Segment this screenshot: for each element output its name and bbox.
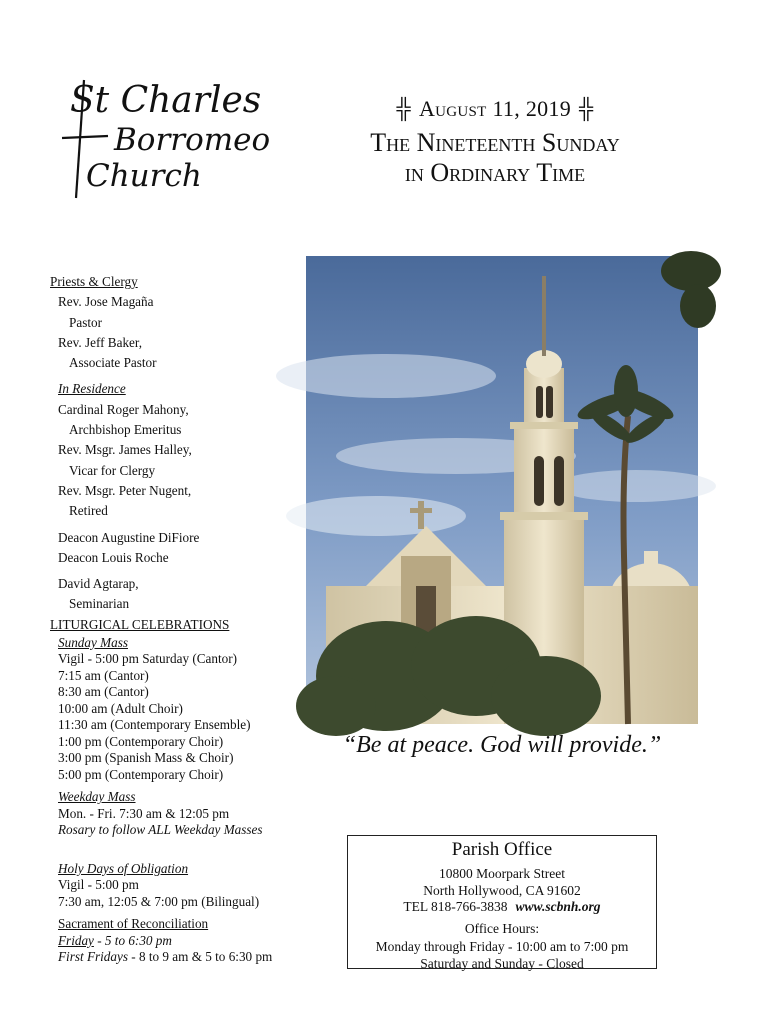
mass-time: 8:30 am (Cantor)	[58, 684, 149, 700]
reconciliation-friday	[50, 933, 340, 950]
office-hours-weekday: Monday through Friday - 10:00 am to 7:00 pm	[375, 939, 629, 954]
office-street: 10800 Moorpark Street	[439, 866, 565, 881]
dome-lantern	[644, 551, 658, 571]
cloud	[556, 470, 716, 502]
reconciliation-first-time: - 8 to 9 am & 5 to 6:30 pm	[127, 949, 273, 965]
facade-cross	[418, 501, 424, 529]
mass-time: 10:00 am (Adult Choir)	[58, 700, 183, 716]
cloud	[276, 354, 496, 398]
reconciliation-first-label: First Fridays	[58, 949, 128, 965]
cross-icon: ╬	[396, 97, 411, 120]
logo-line-3: Church	[86, 158, 202, 194]
weekday-mass-heading: Weekday Mass	[58, 789, 136, 805]
clergy-name: Rev. Jose Magaña	[58, 294, 154, 310]
parish-office-box	[347, 835, 657, 969]
liturgical-title-line-1: The Nineteenth Sunday	[370, 128, 620, 157]
deacon-name: Deacon Augustine DiFiore	[58, 529, 200, 545]
clergy-role: Associate Pastor	[69, 355, 157, 371]
tower-spire	[542, 276, 546, 356]
seminarian-name: David Agtarap,	[58, 576, 139, 592]
logo-line-1: St Charles	[70, 80, 262, 121]
mass-time: 1:00 pm (Contemporary Choir)	[58, 733, 224, 749]
clergy-role: Archbishop Emeritus	[69, 422, 182, 438]
cloud	[286, 496, 466, 536]
reconciliation-friday-time: - 5 to 6:30 pm	[93, 932, 172, 948]
tower-window	[554, 456, 564, 506]
seminarian-role: Seminarian	[69, 596, 130, 612]
mass-time: 7:15 am (Cantor)	[58, 667, 149, 683]
clergy-name: Cardinal Roger Mahony,	[58, 401, 189, 417]
weekday-mass-time: Mon. - Fri. 7:30 am & 12:05 pm	[58, 805, 230, 821]
sunday-mass-heading: Sunday Mass	[58, 634, 128, 650]
clergy-name: Rev. Msgr. Peter Nugent,	[58, 482, 192, 498]
clergy-role: Vicar for Clergy	[69, 462, 156, 478]
clergy-name: Rev. Jeff Baker,	[58, 334, 143, 350]
mass-time: 5:00 pm (Contemporary Choir)	[58, 766, 224, 782]
church-photo	[306, 256, 698, 724]
mass-time: 3:00 pm (Spanish Mass & Choir)	[58, 750, 234, 766]
cross-icon: ╬	[579, 97, 594, 120]
office-contact	[348, 899, 656, 916]
palm-trunk	[624, 416, 629, 724]
holy-day-time: Vigil - 5:00 pm	[58, 877, 139, 893]
office-title: Parish Office	[451, 839, 553, 860]
holy-day-time: 7:30 am, 12:05 & 7:00 pm (Bilingual)	[58, 893, 260, 909]
liturgy-heading: LITURGICAL CELEBRATIONS	[50, 616, 230, 632]
deacon-name: Deacon Louis Roche	[58, 549, 169, 565]
logo-line-2: Borromeo	[114, 122, 271, 158]
reconciliation-first-fridays	[50, 949, 340, 966]
clergy-role: Retired	[69, 503, 108, 519]
scripture-quote: “Be at peace. God will provide.”	[342, 732, 662, 758]
clergy-name: Rev. Msgr. James Halley,	[58, 442, 192, 458]
office-website[interactable]: www.scbnh.org	[515, 899, 601, 914]
bulletin-header	[330, 96, 660, 188]
clergy-heading: Priests & Clergy	[50, 274, 138, 289]
office-hours-weekend: Saturday and Sunday - Closed	[420, 955, 584, 971]
date-line	[330, 96, 660, 122]
office-hours-label: Office Hours:	[464, 920, 540, 936]
church-logo	[62, 60, 271, 200]
tower-window	[536, 386, 543, 418]
bulletin-date: August 11, 2019	[418, 96, 572, 121]
reconciliation-friday-label: Friday	[58, 932, 94, 948]
clergy-role: Pastor	[69, 314, 102, 330]
tower-window	[546, 386, 553, 418]
tower-window	[534, 456, 544, 506]
holy-days-heading: Holy Days of Obligation	[58, 860, 189, 876]
residence-heading: In Residence	[58, 381, 126, 397]
liturgical-title-line-2: in Ordinary Time	[404, 158, 586, 187]
logo-cross-horizontal	[62, 136, 108, 138]
office-city: North Hollywood, CA 91602	[423, 882, 581, 898]
mass-time: Vigil - 5:00 pm Saturday (Cantor)	[58, 651, 238, 667]
mass-time: 11:30 am (Contemporary Ensemble)	[58, 717, 251, 733]
rosary-note: Rosary to follow ALL Weekday Masses	[58, 822, 263, 838]
office-phone: TEL 818-766-3838	[403, 899, 508, 914]
reconciliation-heading: Sacrament of Reconciliation	[58, 916, 209, 932]
